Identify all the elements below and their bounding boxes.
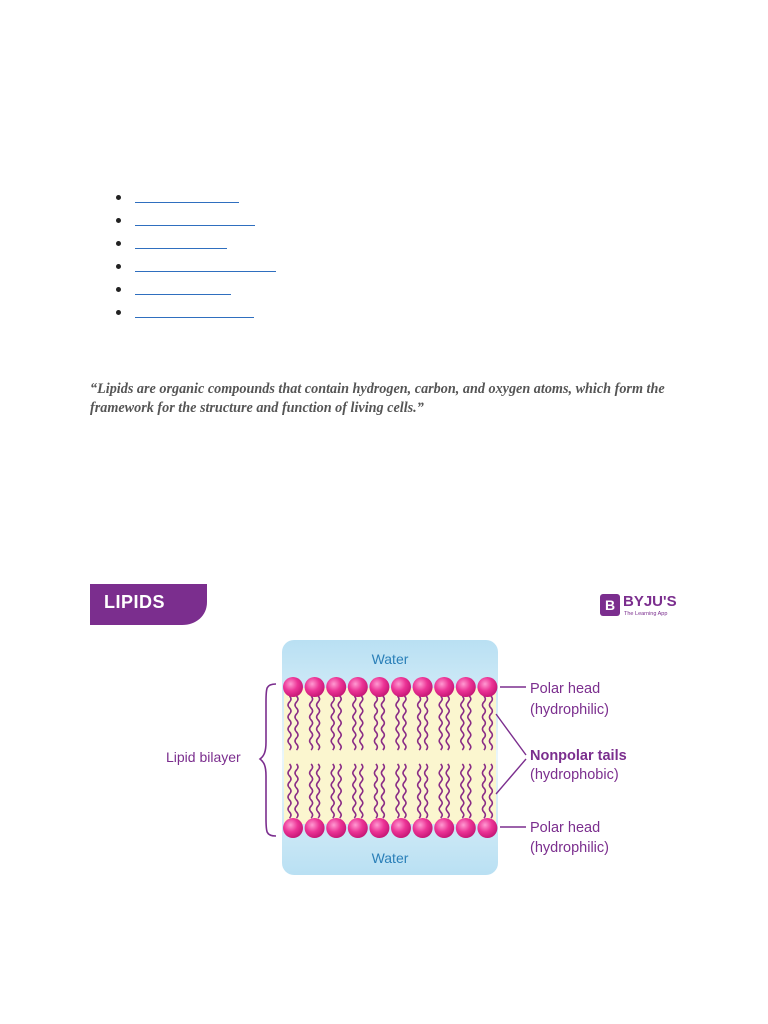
- toc-link-3[interactable]: [135, 233, 227, 249]
- polar-head-top-label: Polar head: [530, 681, 601, 697]
- polar-head-top: [326, 677, 346, 697]
- tails-pointer-upper: [496, 714, 526, 755]
- bilayer-diagram: [90, 584, 690, 884]
- bullet-icon: [116, 264, 121, 269]
- banner-title: LIPIDS: [104, 592, 166, 612]
- polar-head-top: [434, 677, 454, 697]
- toc-link-4[interactable]: [135, 256, 276, 272]
- polar-head-bottom: [305, 818, 325, 838]
- hydrophilic-bottom-label: (hydrophilic): [530, 840, 609, 856]
- lipid-bilayer-label: Lipid bilayer: [166, 749, 241, 765]
- polar-head-bottom: [413, 818, 433, 838]
- polar-head-bottom: [348, 818, 368, 838]
- bullet-icon: [116, 218, 121, 223]
- polar-head-top: [391, 677, 411, 697]
- toc-link-5[interactable]: [135, 279, 231, 295]
- polar-head-top: [477, 677, 497, 697]
- toc-link-2[interactable]: [135, 210, 255, 226]
- tails-pointer-lower: [496, 759, 526, 794]
- bilayer-bracket: [260, 684, 276, 836]
- polar-head-top: [456, 677, 476, 697]
- polar-head-bottom-label: Polar head: [530, 820, 601, 836]
- polar-head-bottom: [477, 818, 497, 838]
- toc-link-1[interactable]: [135, 187, 239, 203]
- polar-head-top: [413, 677, 433, 697]
- bullet-icon: [116, 310, 121, 315]
- polar-head-bottom: [434, 818, 454, 838]
- hydrophilic-top-label: (hydrophilic): [530, 702, 609, 718]
- polar-head-top: [348, 677, 368, 697]
- hydrophobic-label: (hydrophobic): [530, 767, 619, 783]
- water-label-top: Water: [371, 651, 409, 667]
- polar-head-bottom: [283, 818, 303, 838]
- logo-tagline: The Learning App: [624, 611, 668, 617]
- bullet-icon: [116, 287, 121, 292]
- polar-head-bottom: [369, 818, 389, 838]
- polar-head-bottom: [391, 818, 411, 838]
- nonpolar-tails-label: Nonpolar tails: [530, 748, 627, 764]
- polar-head-top: [283, 677, 303, 697]
- definition-quote: “Lipids are organic compounds that contain hydrogen, carbon, and oxygen atoms, which form the framework for the structure and function of living cells.”: [90, 381, 665, 416]
- polar-head-bottom: [326, 818, 346, 838]
- polar-head-bottom: [456, 818, 476, 838]
- bullet-icon: [116, 241, 121, 246]
- logo-badge-icon: B: [600, 594, 620, 616]
- bullet-icon: [116, 195, 121, 200]
- polar-head-top: [369, 677, 389, 697]
- lipid-bilayer-figure: [90, 584, 690, 884]
- water-label-bottom: Water: [371, 850, 409, 866]
- toc-link-6[interactable]: [135, 302, 254, 318]
- logo-name: BYJU'S: [623, 593, 677, 610]
- polar-head-top: [305, 677, 325, 697]
